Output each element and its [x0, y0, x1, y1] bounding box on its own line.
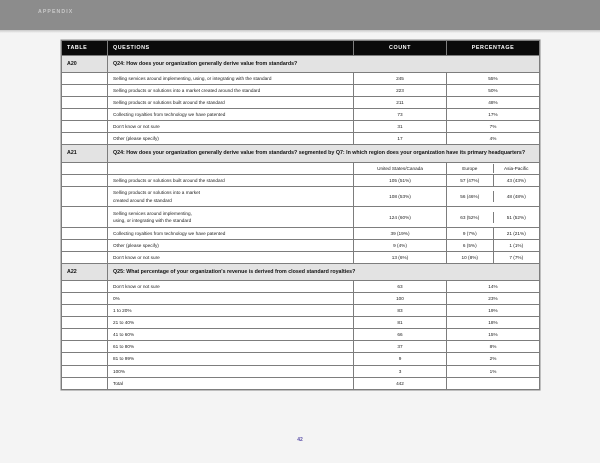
- row-label: Selling services around implementing, using, or integrating with the standard: [108, 73, 354, 85]
- row-count-value: 245: [354, 73, 447, 85]
- section-code: A20: [62, 56, 108, 73]
- row-code-spacer: [62, 305, 108, 317]
- row-percentage-value: 8%: [447, 341, 540, 353]
- row-count-value: 83: [354, 305, 447, 317]
- section-question-text: Q25: What percentage of your organization's revenue is derived from closed standard royalties?: [108, 264, 540, 281]
- row-region-value: 39 (19%): [354, 227, 447, 239]
- row-count-value: 100: [354, 293, 447, 305]
- table-row: [62, 293, 540, 305]
- table-row: [62, 121, 540, 133]
- row-count-value: 223: [354, 85, 447, 97]
- subheader-region: United States/Canada: [354, 162, 447, 174]
- table-row: [62, 174, 540, 186]
- page-header-band: [0, 0, 600, 30]
- row-count-value: 81: [354, 317, 447, 329]
- table-row: [62, 85, 540, 97]
- section-subheader-row: [62, 162, 540, 174]
- row-region-value: 9 (4%): [354, 239, 447, 251]
- running-head-label: APPENDIX: [38, 9, 74, 15]
- row-count-value: 442: [354, 377, 447, 389]
- subheader-region: Asia-Pacific: [504, 165, 529, 171]
- subheader-region: Europe: [447, 164, 494, 173]
- row-percentage-value: 1%: [447, 365, 540, 377]
- table-row: [62, 353, 540, 365]
- row-label: Selling services around implementing, using, or integrating with the standard: [108, 207, 354, 228]
- row-code-spacer: [62, 121, 108, 133]
- table-head: [62, 41, 540, 56]
- row-code-spacer: [62, 73, 108, 85]
- row-region-value: 10 (8%): [447, 252, 494, 263]
- row-region-value-group: [447, 207, 540, 228]
- row-label: Other (please specify): [108, 133, 354, 145]
- row-percentage-value: [447, 377, 540, 389]
- row-region-value-group: [447, 251, 540, 263]
- row-count-value: 3: [354, 365, 447, 377]
- row-label: Don't know or not sure: [108, 121, 354, 133]
- row-code-spacer: [62, 341, 108, 353]
- row-label: Don't know or not sure: [108, 281, 354, 293]
- row-percentage-value: 17%: [447, 109, 540, 121]
- table-row: [62, 377, 540, 389]
- row-label: 100%: [108, 365, 354, 377]
- table-row: [62, 251, 540, 263]
- row-code-spacer: [62, 133, 108, 145]
- row-region-value-group: [447, 227, 540, 239]
- column-header-count: COUNT: [354, 41, 447, 56]
- table-row: [62, 305, 540, 317]
- row-code-spacer: [62, 227, 108, 239]
- row-code-spacer: [62, 85, 108, 97]
- row-label: Selling products or solutions into a market created around the standard: [108, 186, 354, 207]
- row-label: 41 to 60%: [108, 329, 354, 341]
- table-row: [62, 97, 540, 109]
- row-percentage-value: 55%: [447, 73, 540, 85]
- row-code-spacer: [62, 239, 108, 251]
- row-region-value: 7 (7%): [509, 254, 524, 260]
- row-region-value: 124 (60%): [354, 207, 447, 228]
- row-code-spacer: [62, 353, 108, 365]
- row-percentage-value: 15%: [447, 329, 540, 341]
- table-row: [62, 365, 540, 377]
- row-label: Other (please specify): [108, 239, 354, 251]
- row-code-spacer: [62, 329, 108, 341]
- row-percentage-value: 19%: [447, 305, 540, 317]
- section-question-text: Q24: How does your organization generally derive value from standards? segmented by Q7: In which region does your organization have its primary headquarters?: [108, 145, 540, 162]
- row-region-value: 56 (46%): [447, 191, 494, 202]
- row-code-spacer: [62, 109, 108, 121]
- row-percentage-value: 18%: [447, 317, 540, 329]
- appendix-table-container: [61, 40, 539, 390]
- row-region-value: 48 (48%): [506, 193, 526, 199]
- section-header-row: [62, 56, 540, 73]
- table-row: [62, 317, 540, 329]
- row-region-value: 43 (43%): [506, 177, 526, 183]
- table-row: [62, 186, 540, 207]
- row-count-value: 31: [354, 121, 447, 133]
- table-row: [62, 207, 540, 228]
- row-code-spacer: [62, 97, 108, 109]
- subheader-spacer-table: [62, 162, 108, 174]
- row-percentage-value: 50%: [447, 85, 540, 97]
- row-region-value: 1 (1%): [509, 242, 524, 248]
- section-code: A22: [62, 264, 108, 281]
- row-label: Collecting royalties from technology we have patented: [108, 109, 354, 121]
- column-header-percentage: PERCENTAGE: [447, 41, 540, 56]
- row-label: 21 to 40%: [108, 317, 354, 329]
- row-region-value-group: [447, 239, 540, 251]
- table-header-row: [62, 41, 540, 56]
- table-row: [62, 341, 540, 353]
- row-label: Selling products or solutions into a market created around the standard: [108, 85, 354, 97]
- section-header-row: [62, 264, 540, 281]
- row-code-spacer: [62, 251, 108, 263]
- table-row: [62, 109, 540, 121]
- row-count-value: 211: [354, 97, 447, 109]
- row-region-value: 57 (47%): [447, 175, 494, 186]
- header-shadow: [0, 30, 600, 33]
- row-count-value: 37: [354, 341, 447, 353]
- row-region-value: 21 (21%): [506, 230, 526, 236]
- page-number: 42: [297, 437, 303, 443]
- row-percentage-value: 48%: [447, 97, 540, 109]
- table-row: [62, 239, 540, 251]
- row-code-spacer: [62, 377, 108, 389]
- row-code-spacer: [62, 317, 108, 329]
- row-percentage-value: 14%: [447, 281, 540, 293]
- row-region-value: 6 (5%): [447, 240, 494, 251]
- section-question-text: Q24: How does your organization generally derive value from standards?: [108, 56, 540, 73]
- appendix-data-table: [61, 40, 540, 390]
- row-region-value: 51 (52%): [506, 214, 526, 220]
- row-percentage-value: 4%: [447, 133, 540, 145]
- row-code-spacer: [62, 186, 108, 207]
- row-region-value: 105 (51%): [354, 174, 447, 186]
- row-percentage-value: 7%: [447, 121, 540, 133]
- row-count-value: 17: [354, 133, 447, 145]
- row-code-spacer: [62, 365, 108, 377]
- row-region-value: 108 (53%): [354, 186, 447, 207]
- section-header-row: [62, 145, 540, 162]
- row-percentage-value: 23%: [447, 293, 540, 305]
- row-region-value: 9 (7%): [447, 228, 494, 239]
- table-row: [62, 329, 540, 341]
- row-count-value: 73: [354, 109, 447, 121]
- row-label: Selling products or solutions built around the standard: [108, 97, 354, 109]
- row-region-value: 13 (6%): [354, 251, 447, 263]
- row-code-spacer: [62, 207, 108, 228]
- table-row: [62, 281, 540, 293]
- row-label: Total: [108, 377, 354, 389]
- row-label: Collecting royalties from technology we have patented: [108, 227, 354, 239]
- column-header-table: TABLE: [62, 41, 108, 56]
- table-row: [62, 73, 540, 85]
- table-row: [62, 133, 540, 145]
- column-header-questions: QUESTIONS: [108, 41, 354, 56]
- row-region-value: 63 (52%): [447, 212, 494, 223]
- row-label: 1 to 20%: [108, 305, 354, 317]
- subheader-spacer-questions: [108, 162, 354, 174]
- row-count-value: 66: [354, 329, 447, 341]
- row-region-value-group: [447, 186, 540, 207]
- row-code-spacer: [62, 293, 108, 305]
- row-count-value: 9: [354, 353, 447, 365]
- row-region-value-group: [447, 174, 540, 186]
- row-label: Don't know or not sure: [108, 251, 354, 263]
- row-label: Selling products or solutions built around the standard: [108, 174, 354, 186]
- row-count-value: 63: [354, 281, 447, 293]
- row-code-spacer: [62, 281, 108, 293]
- section-code: A21: [62, 145, 108, 162]
- row-percentage-value: 2%: [447, 353, 540, 365]
- table-row: [62, 227, 540, 239]
- row-label: 0%: [108, 293, 354, 305]
- table-body: [62, 56, 540, 390]
- subheader-region-group: [447, 162, 540, 174]
- row-label: 81 to 99%: [108, 353, 354, 365]
- row-label: 61 to 80%: [108, 341, 354, 353]
- row-code-spacer: [62, 174, 108, 186]
